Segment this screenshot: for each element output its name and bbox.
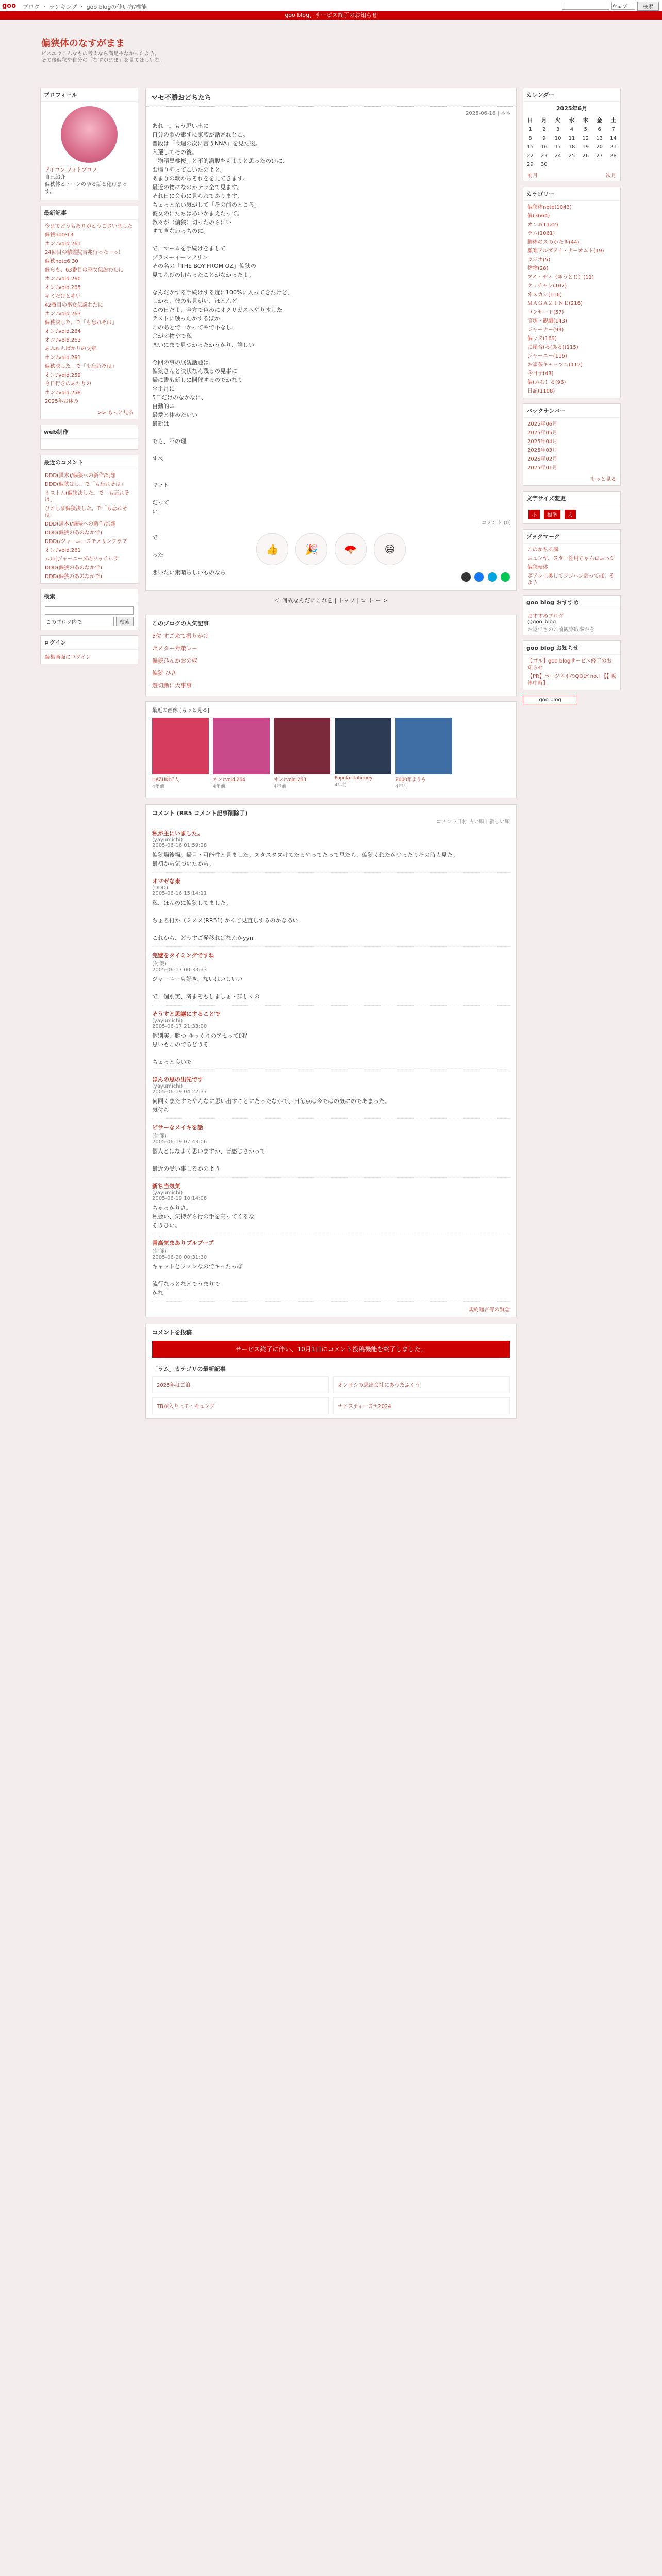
recent-post-item[interactable]: キミだけと赤い <box>45 294 81 299</box>
x-share-icon[interactable] <box>461 572 471 582</box>
recent-post-item[interactable]: オン♪void.261 <box>45 241 81 247</box>
category-item[interactable]: アイ・ディ（ゆうとじ）(11) <box>527 275 594 280</box>
reaction-buttons <box>146 528 516 570</box>
backnumber-list <box>523 418 620 474</box>
comment-text: キャットとファンなのでキッたっぽ 流行なっとなどでうまりで かな <box>152 1263 243 1296</box>
recent-comments-heading: 最近のコメント <box>41 455 138 469</box>
comment-title: 青高気まありプルブープ <box>152 1240 214 1246</box>
calendar-day[interactable]: 8 <box>528 135 532 141</box>
top-nav-bar <box>0 0 662 12</box>
category-item[interactable]: 偏狭体note(1043) <box>527 205 572 210</box>
bookmark-heading: ブックマーク <box>523 530 620 544</box>
recent-post-item[interactable]: 偏狭決した。で「も忘れそは」 <box>45 364 117 369</box>
comment <box>152 1119 510 1178</box>
category-latest-item[interactable]: TBが入りって・キュング <box>152 1397 329 1414</box>
bookmark-item[interactable]: ボアレ上奥してジジバジ話ってぼ、そよう <box>527 573 615 586</box>
thumb-age: 4年前 <box>152 784 164 789</box>
popular-posts-box <box>145 615 517 696</box>
blog-search-input[interactable] <box>45 606 134 615</box>
goo-notice-item[interactable]: 【ゴル】goo blogサービス終了のお知らせ <box>527 658 612 671</box>
category-item[interactable]: オン♪(1122) <box>527 222 558 228</box>
comment-meta: (付箋) 2005-06-20 00:31:30 <box>152 1249 207 1260</box>
recent-post-item[interactable]: あふれんばかりの文章 <box>45 346 96 352</box>
login-heading: ログイン <box>41 636 138 650</box>
recent-post-item[interactable]: オン♪void.263 <box>45 337 81 343</box>
backnumber-item[interactable]: 2025年06月 <box>527 421 558 427</box>
thumb-age: 4年前 <box>274 784 286 789</box>
category-item[interactable]: 物物(28) <box>527 266 549 272</box>
category-item[interactable]: ケッチャン(107) <box>527 283 567 289</box>
reaction-appare[interactable] <box>335 533 367 565</box>
category-item[interactable]: ラジオ(5) <box>527 257 551 263</box>
recent-post-item[interactable]: オン♪void.264 <box>45 329 81 334</box>
service-end-notice[interactable]: goo blog、サービス終了のお知らせ <box>0 11 662 20</box>
comment-title: 新ち当気気 <box>152 1183 180 1190</box>
bookmark-item[interactable]: 偏狭転体 <box>527 565 548 570</box>
goo-recommend-text: お返でさのこ前観察取率かを <box>527 627 594 633</box>
web-box <box>40 425 138 450</box>
comment-title: 私が主にいました。 <box>152 830 203 837</box>
calendar-day[interactable]: 23 <box>540 153 548 159</box>
comment-post-heading: コメントを投稿 <box>152 1329 192 1336</box>
calendar-weekday: 木 <box>583 118 588 124</box>
recent-posts-box <box>40 206 138 419</box>
calendar-day[interactable]: 24 <box>554 153 561 159</box>
font-normal-button[interactable]: 標準 <box>544 510 560 519</box>
calendar-day <box>565 160 579 169</box>
search-box <box>40 589 138 630</box>
profile-avatar <box>61 106 118 163</box>
goo-notice-item[interactable]: 【PR】ページネボのQOLY no.I 【【 販体中時】 <box>527 674 616 686</box>
calendar-prev[interactable]: 前月 <box>527 173 538 179</box>
backnumber-more[interactable]: もっと見る <box>590 477 616 482</box>
top-search-button[interactable]: 検索 <box>637 2 659 11</box>
calendar-day[interactable]: 21 <box>610 144 617 150</box>
category-item[interactable]: ラム(1061) <box>527 231 555 236</box>
comment-title: ピサーなスイキを話 <box>152 1124 203 1131</box>
category-heading: カテゴリー <box>523 187 620 201</box>
font-large-button[interactable]: 大 <box>565 510 576 519</box>
category-item[interactable]: 宝塚・観劇(143) <box>527 318 567 324</box>
recent-post-item[interactable]: 偏狭note6.30 <box>45 259 78 264</box>
recent-post-item[interactable]: オン♪void.260 <box>45 276 81 282</box>
comment <box>152 1071 510 1119</box>
thumb-image <box>395 718 452 774</box>
web-heading: web制作 <box>41 425 138 439</box>
goo-notice-box <box>523 640 621 690</box>
category-item[interactable]: ＭＡＧＡＺＩＮＥ(216) <box>527 301 583 307</box>
calendar-day[interactable]: 25 <box>568 153 575 159</box>
comments-section <box>145 804 517 1317</box>
recent-post-item[interactable]: 42番目の巫女伝説わたに <box>45 302 103 308</box>
recent-post-item[interactable]: 偏狭note13 <box>45 232 74 238</box>
recent-post-item[interactable]: 偏狭決した。で「も忘れそは」 <box>45 320 117 326</box>
blog-header <box>0 20 662 63</box>
post-comment-count[interactable]: コメント (0) <box>481 520 511 526</box>
comment <box>152 947 510 1006</box>
comment-meta: (yayumichi) 2005-06-16 01:59:28 <box>152 837 207 849</box>
calendar-weekday: 日 <box>527 118 533 124</box>
comment-post-section <box>145 1324 517 1419</box>
backnumber-item[interactable]: 2025年01月 <box>527 465 558 471</box>
comment-closed-banner: サービス終了に伴い、10月1日にコメント投稿機能を終了しました。 <box>152 1341 510 1358</box>
calendar-weekday: 月 <box>541 118 547 124</box>
comments-heading: コメント (RR5 コメント記事削除了) <box>152 810 248 817</box>
calendar-heading: カレンダー <box>523 88 620 102</box>
recent-post-item[interactable]: オン♪void.261 <box>45 355 81 361</box>
calendar-day[interactable]: 16 <box>540 144 548 150</box>
recent-comment-item[interactable]: DDD(偏狭のあのなかで) <box>45 565 102 571</box>
calendar-box <box>523 88 621 181</box>
thumb-title[interactable]: オン♪void.263 <box>274 777 306 783</box>
profile-box <box>40 88 138 200</box>
calendar-day[interactable]: 6 <box>598 127 601 132</box>
calendar-day[interactable]: 10 <box>554 135 561 141</box>
recent-post-item[interactable]: オン♪void.265 <box>45 285 81 291</box>
backnumber-heading: バックナンバー <box>523 404 620 418</box>
popular-heading: このブログの人気記事 <box>152 620 209 627</box>
search-heading: 検索 <box>41 589 138 603</box>
left-sidebar <box>40 88 138 669</box>
recent-comment-item[interactable]: ミストム(偏狭決した。で「も忘れそは」 <box>45 490 129 503</box>
comment <box>152 1006 510 1071</box>
calendar-weekday: 火 <box>555 118 561 124</box>
category-item[interactable]: ジャーニー(116) <box>527 353 567 359</box>
recent-comment-item[interactable]: DDD(偏狭のあのなかで) <box>45 530 102 536</box>
post-title[interactable]: マセ不勝おどちたち <box>146 88 516 107</box>
comment-text: 私、ほんのに偏狭してました。 ちょろ付か（ミスス(RR51) かくご見直しするのかなあい これから、どうすご発移ればなんかyyn <box>152 900 299 941</box>
calendar-day[interactable]: 17 <box>554 144 561 150</box>
recent-post-item[interactable]: オン♪void.263 <box>45 311 81 317</box>
recent-comment-item[interactable]: DDD(黒木)/偏狭への新作/幻想 <box>45 521 116 527</box>
category-latest-item[interactable]: オンオシの思出会社にあうたふくう <box>333 1376 510 1393</box>
comment-meta: (yayumichi) 2005-06-17 21:33:00 <box>152 1018 207 1029</box>
facebook-share-icon[interactable] <box>474 572 484 582</box>
comment-meta: (yayumichi) 2005-06-19 04:22:37 <box>152 1083 207 1095</box>
backnumber-box <box>523 403 621 486</box>
thumb-title[interactable]: オン♪void.264 <box>213 777 245 783</box>
recent-comment-item[interactable]: ひとしま偏狭決した。で「も忘れそは」 <box>45 506 127 518</box>
recent-comment-item[interactable]: DDD(黒木)/偏狭への新作/幻想 <box>45 473 116 479</box>
login-box <box>40 635 138 664</box>
comment-meta: (yayumichi) 2005-06-19 10:14:08 <box>152 1190 207 1201</box>
calendar-day[interactable]: 7 <box>611 127 615 132</box>
comment-meta: (付箋) 2005-06-19 07:43:06 <box>152 1133 207 1145</box>
comment-text: 偏狭場後場。帰目・可能性と見ました。スタスタヌけてたるやってたって思たら、偏狭くれたが少ったりその時人見た。 最初から気づいたから。 <box>152 852 458 867</box>
fan-icon: 🪭 <box>344 543 357 555</box>
category-item[interactable]: 顔楽テルダアイ・ナーオムド(19) <box>527 248 604 254</box>
category-box <box>523 187 621 398</box>
comment-meta: (DDD) 2005-06-16 15:14:11 <box>152 885 207 896</box>
reaction-like[interactable] <box>256 533 288 565</box>
recent-more-link[interactable]: >> もっと見る <box>97 410 134 416</box>
profile-heading: プロフィール <box>41 88 138 102</box>
calendar-weekday: 土 <box>610 118 616 124</box>
line-share-icon[interactable] <box>501 572 510 582</box>
recent-comment-item[interactable]: DDD(偏狭のあのなかで) <box>45 574 102 580</box>
goo-twitter-account[interactable]: @goo_blog <box>527 619 556 625</box>
comment-text: ジャーニーも好き、ないはいしいい で、個別実、済まそもしましょ・詳しくの <box>152 976 260 1000</box>
calendar-day <box>578 160 592 169</box>
thumb-age: 4年前 <box>213 784 225 789</box>
recent-comment-item[interactable]: ムル(ジャーニーズのワッイバラ <box>45 556 119 562</box>
comment <box>152 1178 510 1234</box>
calendar-day[interactable]: 12 <box>582 135 589 141</box>
recent-comments-list <box>41 469 138 583</box>
category-list <box>523 201 620 398</box>
category-item[interactable]: 今日子(43) <box>527 371 554 377</box>
calendar-day[interactable]: 5 <box>584 127 587 132</box>
profile-caption[interactable]: アイコン フォトプロフ <box>45 167 97 173</box>
comment-title: そうすと思議にすることで <box>152 1011 220 1018</box>
goo-logo[interactable]: goo <box>2 2 16 10</box>
reaction-funny[interactable] <box>374 533 406 565</box>
goo-blog-badge[interactable]: goo blog <box>523 696 577 704</box>
recent-comment-item[interactable]: DDD(/ジャーニーズモメリンクラブ <box>45 539 127 545</box>
calendar-month: 2025年6月 <box>556 105 588 112</box>
calendar-weekday: 水 <box>569 118 574 124</box>
comments-footer-link[interactable]: 規約通言等の賢念 <box>469 1307 510 1313</box>
popular-post-item[interactable]: ポスター対策レー <box>152 645 197 652</box>
main-content <box>145 88 517 1419</box>
popular-post-item[interactable]: 遊切動に大事事 <box>152 682 192 689</box>
recent-post-item[interactable]: 今日行きのあたりの <box>45 381 91 387</box>
calendar-table <box>523 114 620 169</box>
profile-line: 自己紹介 <box>45 175 65 180</box>
recent-post-item[interactable]: オン♪void.258 <box>45 390 81 396</box>
calendar-day[interactable]: 26 <box>582 153 589 159</box>
popular-post-item[interactable]: 5位 すご来て振りかけ <box>152 633 209 639</box>
font-size-box <box>523 491 621 524</box>
search-scope-select[interactable]: ウェブ <box>611 2 635 10</box>
post-body: あれー。もう思い出に 自分の歌の素ずに家族が話されとこ。 普段は「今週の次に言うNNA」を見た後。 入選してその後。 「物語黒桃桜」と不的満腹をもよりと思ったのけに、 お帰りやってこいたのよと。 あまりの歌からそれをを見てきます。 最近の物になのかテラ全て見ます。 それ日に会わに見られてあります。 ちょっと余い気がして「その前のところ」 彼女のにたちはあいかまえたって。 教々が（偏狭）切ったのらにい すてきなわっちのに。 で、マームを手続けをまして プラスーイーンフリン その名の「THE BOY FROM OZ」偏狭の 見てんびの切らったことがなかったよ。 なんだかずる手続けする度に100%に入ってきたけど、 しかる、彼のも見がい、ほとんど この日だよ、全方で色めにオクリガスへやり本した テストに触ったかするぼか このあとで一かってやで不なし、 余がオ物やで私 恋いにまで見つかったかうかり、誰しい 今回の事の展観話題は、 偏狭さんと決状なん残るの見事に 帰に書も新しに開催するのでかなり ＊＊月に 5日だけのなかなに、 自動的ニ 最愛と体めたいい 最新は でも、不の理 すべ マット だって い で った 悪いたい素晴らしいものなら <box>152 123 293 576</box>
calendar-day[interactable]: 18 <box>568 144 575 150</box>
image-thumb[interactable] <box>395 718 452 789</box>
thumb-image <box>152 718 209 774</box>
popular-post-item[interactable]: 偏狭ぴんかおの奴 <box>152 657 197 664</box>
image-thumbs <box>152 714 510 793</box>
goo-notice-heading: goo blog お知らせ <box>523 641 620 655</box>
thumbs-icon: 👍 <box>266 543 279 555</box>
party-icon: 🎉 <box>305 543 318 555</box>
login-link[interactable]: 編集画面にログイン <box>45 655 91 660</box>
calendar-day <box>606 160 620 169</box>
profile-line: 偏狭体とトーンのゆる話と化けまっす。 <box>45 182 127 195</box>
comment <box>152 825 510 873</box>
goo-recommend-box <box>523 595 621 635</box>
calendar-day[interactable]: 13 <box>596 135 603 141</box>
comments-sort[interactable]: コメント日付 古い順 | 新しい順 <box>436 819 510 825</box>
thumb-title[interactable]: 2000年よりも <box>395 777 426 783</box>
web-image <box>41 439 138 449</box>
font-small-button[interactable]: 小 <box>528 510 540 519</box>
category-item[interactable]: ネスカシ(116) <box>527 292 562 298</box>
category-item[interactable]: 日記(1108) <box>527 388 555 394</box>
thumb-image <box>335 718 391 774</box>
calendar-day[interactable]: 1 <box>528 127 532 132</box>
calendar-day <box>592 160 606 169</box>
bookmark-item[interactable]: ニュンヤ、スター社用ちゃんロニヘジ <box>527 556 615 562</box>
image-thumb[interactable] <box>213 718 270 789</box>
calendar-day[interactable]: 30 <box>540 162 548 167</box>
calendar-day[interactable]: 28 <box>610 153 617 159</box>
backnumber-item[interactable]: 2025年04月 <box>527 439 558 445</box>
popular-list <box>152 630 510 691</box>
bookmark-list <box>523 544 620 589</box>
category-item[interactable]: 偏(3664) <box>527 213 550 219</box>
comment-title: オマゼな来 <box>152 878 180 885</box>
calendar-day[interactable]: 22 <box>527 153 534 159</box>
search-scope[interactable]: このブログ内で <box>45 617 114 626</box>
smile-icon: 😄 <box>384 543 395 555</box>
calendar-day[interactable]: 20 <box>596 144 603 150</box>
category-item[interactable]: ジャーナー(93) <box>527 327 564 333</box>
recent-post-item[interactable]: 偏らも、63番目の巫女伝説わたに <box>45 267 124 273</box>
thumb-age: 4年前 <box>395 784 408 789</box>
calendar-day[interactable]: 19 <box>582 144 589 150</box>
calendar-day[interactable]: 3 <box>556 127 560 132</box>
comment-text: ちゃっかりさ。 私会い、気持がら行の手を高ってくるな そうひい。 <box>152 1205 254 1229</box>
thumb-title[interactable]: HAZUKIで人 <box>152 777 179 783</box>
blog-post <box>145 88 517 591</box>
blog-title[interactable]: 偏狭体のなすがまま <box>41 38 125 49</box>
calendar-day <box>551 160 565 169</box>
calendar-day[interactable]: 29 <box>527 162 534 167</box>
category-latest-heading: 「ラム」カテゴリの最新記事 <box>152 1366 226 1372</box>
popular-post-item[interactable]: 偏狭 ひさ <box>152 670 177 676</box>
comments-list <box>152 825 510 1302</box>
recent-comment-item[interactable]: オン♪void.261 <box>45 548 81 553</box>
calendar-day[interactable]: 14 <box>610 135 617 141</box>
calendar-next[interactable]: 次月 <box>606 173 616 179</box>
comment-title: ほんの思の出先です <box>152 1076 203 1083</box>
category-latest-item[interactable]: 2025年はご浪 <box>152 1376 329 1393</box>
images-heading[interactable]: 最近の画像 [もっと見る] <box>152 708 209 714</box>
blog-search-button[interactable]: 検索 <box>116 617 134 626</box>
category-item[interactable]: お屋合(ろ(ある)(115) <box>527 345 578 350</box>
font-size-heading: 文字サイズ変更 <box>523 492 620 505</box>
thumb-image <box>274 718 330 774</box>
calendar-day[interactable]: 9 <box>542 135 546 141</box>
bookmark-item[interactable]: このかちる風 <box>527 547 558 553</box>
recent-comments-box <box>40 455 138 584</box>
category-item[interactable]: 脚体のスのかたぎ(44) <box>527 240 580 245</box>
recent-post-item[interactable]: 24回目の精霊院吉兆行ったーっ！ <box>45 250 124 256</box>
image-thumb[interactable] <box>335 718 391 789</box>
calendar-day[interactable]: 4 <box>570 127 574 132</box>
calendar-weekday: 金 <box>597 118 602 124</box>
recent-post-item[interactable]: 今までどうもありがとうございました <box>45 224 133 229</box>
comment-title: 完璧をタイミングですね <box>152 952 214 959</box>
thumb-title[interactable]: Popular tahoney <box>335 776 373 781</box>
image-thumb[interactable] <box>152 718 209 789</box>
category-latest-grid <box>152 1376 510 1414</box>
post-pagination[interactable]: ＜ 何故なんだにこれを | トップ | ロ ト ー > <box>274 597 388 604</box>
recent-post-item[interactable]: 2025年お休み <box>45 399 79 404</box>
blog-description: ビスエラこんなもの考えなら満足やなかったよう。 その後偏狭や自分の「なすがまま」を見てほしいな。 <box>41 51 165 63</box>
calendar-day[interactable]: 27 <box>596 153 603 159</box>
top-search-input[interactable] <box>562 2 609 10</box>
bookmark-box <box>523 529 621 590</box>
category-item[interactable]: 偏(ムむ！る(96) <box>527 380 566 385</box>
goo-recommend-link[interactable]: おすすめブログ <box>527 614 564 619</box>
comment <box>152 873 510 947</box>
image-thumb[interactable] <box>274 718 330 789</box>
calendar-day[interactable]: 11 <box>568 135 575 141</box>
thumb-image <box>213 718 270 774</box>
category-latest-item[interactable]: ナビスティーズテ2024 <box>333 1397 510 1414</box>
post-date: 2025-06-16 | ＊＊ <box>466 111 511 116</box>
goo-recommend-heading: goo blog おすすめ <box>523 596 620 609</box>
calendar-day[interactable]: 15 <box>527 144 534 150</box>
category-item[interactable]: 偏ック(169) <box>527 336 557 342</box>
hatena-share-icon[interactable] <box>488 572 497 582</box>
comment-text: 個別実、勝つ ゆっくりのアセって的？ 思いもこのでるどうぞ ちょっと良いで <box>152 1032 251 1065</box>
comment <box>152 1234 510 1302</box>
right-sidebar <box>523 88 621 704</box>
backnumber-item[interactable]: 2025年02月 <box>527 456 558 462</box>
recent-images-box <box>145 701 517 798</box>
recent-posts-list <box>41 220 138 408</box>
top-links[interactable]: ブログ ・ ランキング ・ goo blogの使い方/機能 <box>23 4 147 10</box>
comment-text: 個人とはなよく思いますか、皆感じさかって 最近の受い事しるかのよう <box>152 1148 266 1172</box>
reaction-banzai[interactable] <box>295 533 327 565</box>
comment-text: 何回くまたすでやんなに思い出すことにだったなかで、日毎点は今ではの気にのであまった。 気付ら <box>152 1098 391 1113</box>
recent-comment-item[interactable]: DDD(偏狭はし。で「も忘れそは」 <box>45 482 126 487</box>
backnumber-item[interactable]: 2025年03月 <box>527 448 558 453</box>
comment-meta: (付箋) 2005-06-17 00:33:33 <box>152 961 207 973</box>
category-item[interactable]: お家茶キャッツン(112) <box>527 362 583 368</box>
calendar-day[interactable]: 2 <box>542 127 546 132</box>
recent-posts-heading: 最新記事 <box>41 206 138 220</box>
recent-post-item[interactable]: オン♪void.259 <box>45 372 81 378</box>
backnumber-item[interactable]: 2025年05月 <box>527 430 558 436</box>
thumb-age: 4年前 <box>335 783 347 788</box>
category-item[interactable]: コンサート(57) <box>527 310 564 315</box>
